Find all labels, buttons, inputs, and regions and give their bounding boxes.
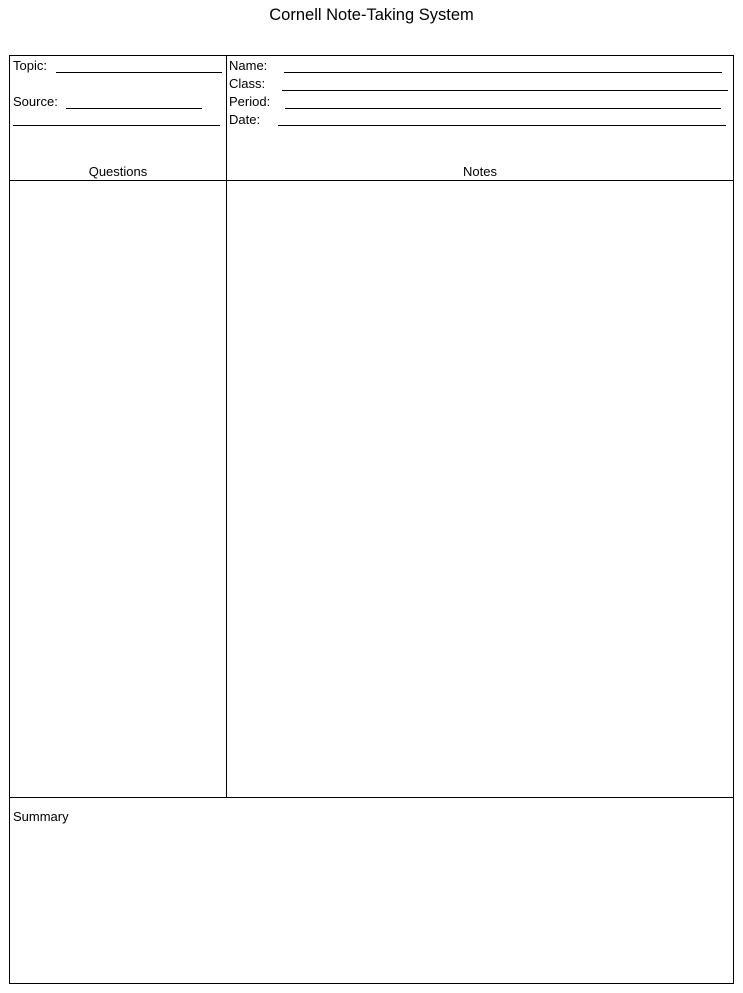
summary-area[interactable] bbox=[10, 827, 733, 982]
source-field-continuation[interactable] bbox=[13, 125, 220, 126]
header-divider bbox=[10, 180, 733, 181]
questions-heading: Questions bbox=[88, 164, 148, 179]
class-field[interactable] bbox=[282, 90, 728, 91]
name-field[interactable] bbox=[284, 72, 722, 73]
source-label: Source: bbox=[13, 94, 58, 109]
notes-area[interactable] bbox=[228, 182, 733, 796]
period-field[interactable] bbox=[285, 108, 721, 109]
questions-area[interactable] bbox=[10, 182, 225, 796]
summary-label: Summary bbox=[13, 809, 69, 824]
period-label: Period: bbox=[229, 94, 271, 109]
notes-heading: Notes bbox=[463, 164, 497, 179]
summary-divider bbox=[10, 797, 733, 798]
topic-label: Topic: bbox=[13, 58, 47, 73]
date-label: Date: bbox=[229, 112, 261, 127]
class-label: Class: bbox=[229, 76, 266, 91]
source-field[interactable] bbox=[66, 108, 202, 109]
topic-field[interactable] bbox=[56, 72, 222, 73]
name-label: Name: bbox=[229, 58, 268, 73]
cornell-notes-form bbox=[9, 55, 734, 984]
date-field[interactable] bbox=[278, 125, 726, 126]
page-title: Cornell Note-Taking System bbox=[269, 6, 474, 24]
